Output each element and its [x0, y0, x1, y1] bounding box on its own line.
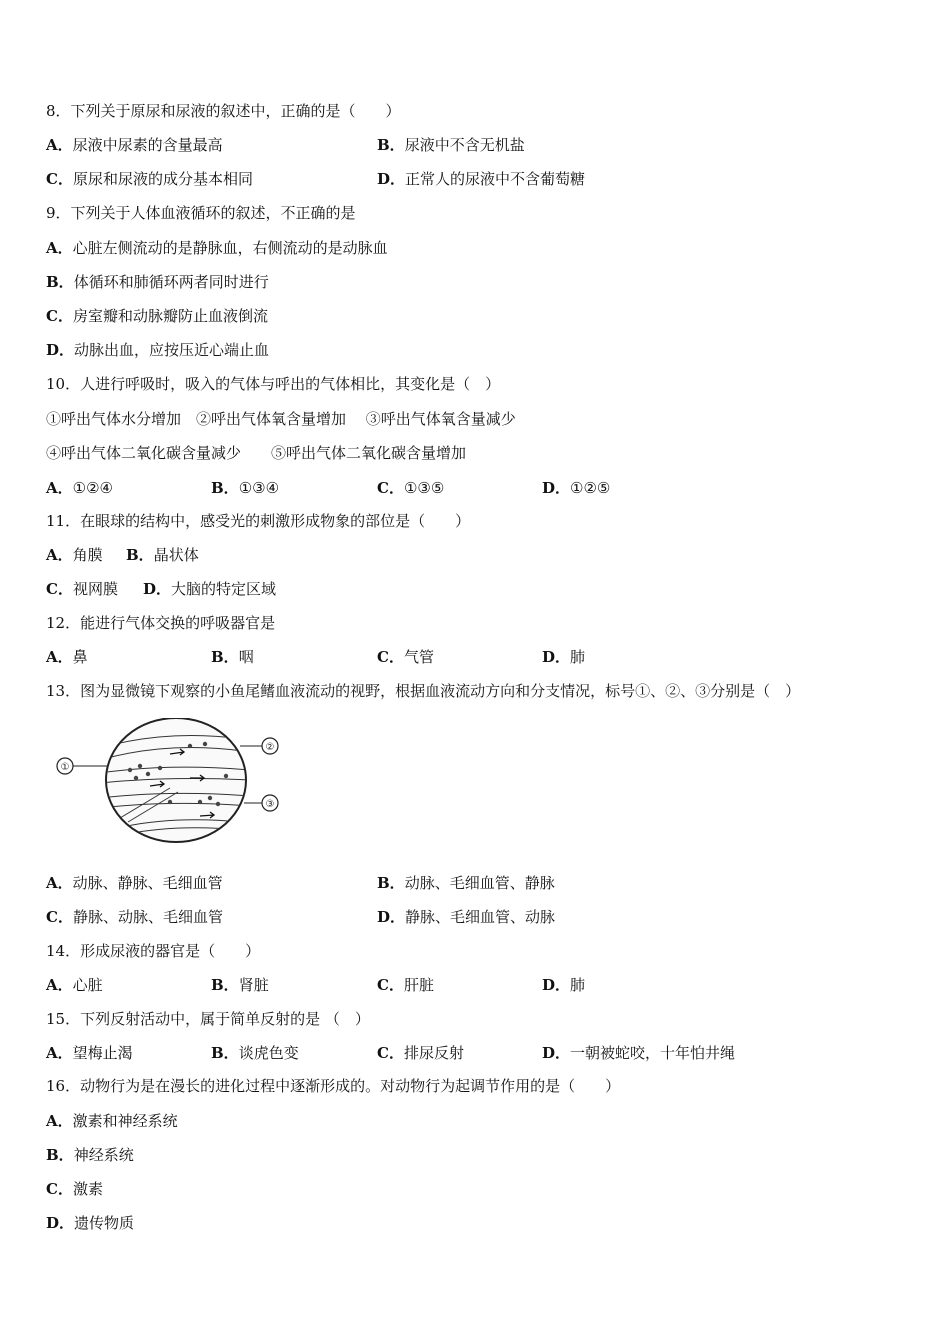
q13-option-d: D．静脉、毛细血管、动脉: [377, 908, 556, 926]
q11-option-d: D．大脑的特定区域: [143, 580, 277, 598]
q8-option-d: D．正常人的尿液中不含葡萄糖: [377, 170, 586, 188]
q10-items-line-2: ④呼出气体二氧化碳含量减少 ⑤呼出气体二氧化碳含量增加: [46, 444, 467, 462]
q11-option-a: A．角膜: [46, 546, 103, 564]
q15-option-d: D．一朝被蛇咬，十年怕井绳: [542, 1044, 736, 1062]
q12-option-a: A．鼻: [46, 648, 88, 666]
q15-stem: 15．下列反射活动中，属于简单反射的是 （ ）: [46, 1010, 370, 1028]
q9-option-a: A．心脏左侧流动的是静脉血，右侧流动的是动脉血: [46, 239, 388, 257]
q8-option-b: B．尿液中不含无机盐: [377, 136, 525, 154]
q12-option-c: C．气管: [377, 648, 434, 666]
figure-label-3: [244, 795, 278, 811]
q10-option-a: A．①②④: [46, 479, 113, 497]
q16-option-c: C．激素: [46, 1180, 103, 1198]
q11-option-b: B．晶状体: [126, 546, 199, 564]
q8-option-a: A．尿液中尿素的含量最高: [46, 136, 223, 154]
q16-option-b: B．神经系统: [46, 1146, 134, 1164]
q10-option-b: B．①③④: [211, 479, 280, 497]
q13-option-c: C．静脉、动脉、毛细血管: [46, 908, 223, 926]
q13-stem: 13．图为显微镜下观察的小鱼尾鳍血液流动的视野，根据血液流动方向和分支情况，标号①、②、③分别是（ ）: [46, 682, 801, 700]
q12-stem: 12．能进行气体交换的呼吸器官是: [46, 614, 276, 632]
q10-stem: 10．人进行呼吸时，吸入的气体与呼出的气体相比，其变化是（ ）: [46, 375, 501, 393]
figure-label-1: [57, 758, 110, 774]
q14-option-b: B．肾脏: [211, 976, 269, 994]
q9-option-c: C．房室瓣和动脉瓣防止血液倒流: [46, 307, 268, 325]
q16-option-d: D．遗传物质: [46, 1214, 135, 1232]
figure-label-2: [240, 738, 278, 754]
q9-option-b: B．体循环和肺循环两者同时进行: [46, 273, 269, 291]
q15-option-a: A．望梅止渴: [46, 1044, 133, 1062]
q8-stem: 8．下列关于原尿和尿液的叙述中，正确的是（ ）: [46, 102, 401, 120]
svg-text:①: ①: [60, 762, 70, 773]
q13-option-a: A．动脉、静脉、毛细血管: [46, 874, 223, 892]
q9-option-d: D．动脉出血，应按压近心端止血: [46, 341, 270, 359]
q14-option-a: A．心脏: [46, 976, 103, 994]
q14-option-c: C．肝脏: [377, 976, 434, 994]
q8-option-c: C．原尿和尿液的成分基本相同: [46, 170, 253, 188]
q12-option-d: D．肺: [542, 648, 586, 666]
fish-tail-blood-flow-figure: [50, 718, 290, 848]
q16-option-a: A．激素和神经系统: [46, 1112, 178, 1130]
q15-option-c: C．排尿反射: [377, 1044, 464, 1062]
microscope-view-circle: [100, 718, 250, 842]
q10-items-line-1: ①呼出气体水分增加 ②呼出气体氧含量增加 ③呼出气体氧含量减少: [46, 410, 516, 428]
q16-stem: 16．动物行为是在漫长的进化过程中逐渐形成的。对动物行为起调节作用的是（ ）: [46, 1077, 621, 1095]
q11-stem: 11．在眼球的结构中，感受光的刺激形成物象的部位是（ ）: [46, 512, 471, 530]
q14-stem: 14．形成尿液的器官是（ ）: [46, 942, 261, 960]
q9-stem: 9．下列关于人体血液循环的叙述，不正确的是: [46, 204, 356, 222]
q12-option-b: B．咽: [211, 648, 254, 666]
q15-option-b: B．谈虎色变: [211, 1044, 299, 1062]
q14-option-d: D．肺: [542, 976, 586, 994]
q10-option-c: C．①③⑤: [377, 479, 445, 497]
q13-option-b: B．动脉、毛细血管、静脉: [377, 874, 555, 892]
svg-text:③: ③: [265, 799, 275, 810]
svg-text:②: ②: [265, 742, 275, 753]
q11-option-c: C．视网膜: [46, 580, 118, 598]
q10-option-d: D．①②⑤: [542, 479, 611, 497]
